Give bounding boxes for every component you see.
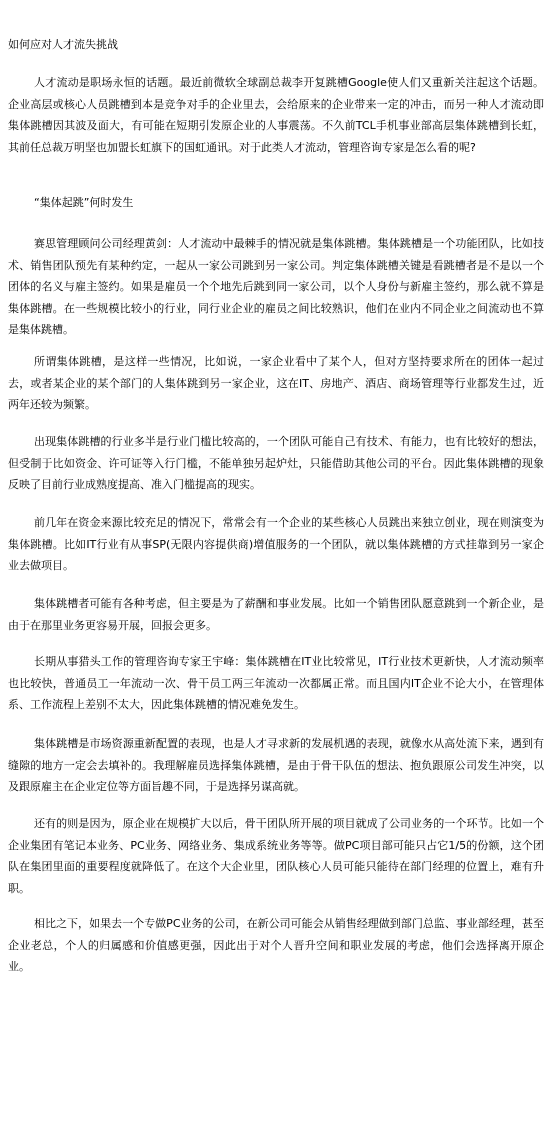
paragraph-industry-threshold: 出现集体跳槽的行业多半是行业门槛比较高的，一个团队可能自己有技术、有能力，也有比较好的想法，但受制于比如资金、许可证等入行门槛，不能单独另起炉灶，只能借助其他公司的平台。因此集体跳槽的现象反映了目前行业成熟度提高、准入门槛提高的现实。 — [8, 435, 544, 491]
paragraph-comparison: 相比之下，如果去一个专做PC业务的公司，在新公司可能会从销售经理做到部门总监、事业部经理，甚至企业老总，个人的归属感和价值感更强，因此出于对个人晋升空间和职业发展的考虑，他们会选择离开原企业。 — [8, 917, 544, 973]
paragraph-wang-yufeng: 长期从事猎头工作的管理咨询专家王宇峰：集体跳槽在IT业比较常见，IT行业技术更新快，人才流动频率也比较快，普通员工一年流动一次、骨干员工两三年流动一次都属正常。而且国内IT企业不论大小，在管理体系、工作流程上差别不太大，因此集体跳槽的情况难免发生。 — [8, 655, 544, 711]
paragraph-huang-jian: 赛思管理顾问公司经理黄剑：人才流动中最棘手的情况就是集体跳槽。集体跳槽是一个功能团队，比如技术、销售团队预先有某种约定，一起从一家公司跳到另一家公司。判定集体跳槽关键是看跳槽者是不是以一个团体的名义与雇主签约。如果是雇员一个个地先后跳到同一家公司，以个人身份与新雇主签约，那么就不算是集体跳槽。在一些规模比较小的行业，同行业企业的雇员之间比较熟识，他们在业内不同企业之间流动也不算是集体跳槽。 — [8, 237, 544, 336]
paragraph-scale-expansion: 还有的则是因为，原企业在规模扩大以后，骨干团队所开展的项目就成了公司业务的一个环节。比如一个企业集团有笔记本业务、PC业务、网络业务、集成系统业务等等。做PC项目部可能只占它1/5的份额，这个团队在集团里面的重要程度就降低了。在这个大企业里，团队核心人员可能只能待在部门经理的位置上，难有升职。 — [8, 817, 544, 895]
paragraph-intro: 人才流动是职场永恒的话题。最近前微软全球副总裁李开复跳槽Google使人们又重新关注起这个话题。企业高层或核心人员跳槽到本是竞争对手的企业里去，会给原来的企业带来一定的冲击，而另一种人才流动即集体跳槽因其波及面大，有可能在短期引发原企业的人事震荡。不久前TCL手机事业部高层集体跳槽到长虹，其前任总裁万明坚也加盟长虹旗下的国虹通讯。对于此类人才流动，管理咨询专家是怎么看的呢? — [8, 76, 544, 154]
section-heading: “集体起跳”何时发生 — [34, 196, 134, 209]
article-title: 如何应对人才流失挑战 — [8, 38, 118, 51]
paragraph-motivation: 集体跳槽者可能有各种考虑，但主要是为了薪酬和事业发展。比如一个销售团队愿意跳到一个新企业，是由于在那里业务更容易开展，回报会更多。 — [8, 597, 544, 632]
paragraph-market-resources: 集体跳槽是市场资源重新配置的表现，也是人才寻求新的发展机遇的表现，就像水从高处流下来，遇到有缝隙的地方一定会去填补的。我理解雇员选择集体跳槽，是由于骨干队伍的想法、抱负跟原公司发生冲突，以及跟原雇主在企业定位等方面旨趣不同，于是选择另谋高就。 — [8, 737, 544, 793]
paragraph-collective-definition: 所谓集体跳槽，是这样一些情况，比如说，一家企业看中了某个人，但对方坚持要求所在的团体一起过去，或者某企业的某个部门的人集体跳到另一家企业，这在IT、房地产、酒店、商场管理等行业都发生过，近两年还较为频繁。 — [8, 355, 544, 411]
paragraph-funding: 前几年在资金来源比较充足的情况下，常常会有一个企业的某些核心人员跳出来独立创业，现在则演变为集体跳槽。比如IT行业有从事SP(无限内容提供商)增值服务的一个团队，就以集体跳槽的方式挂靠到另一家企业去做项目。 — [8, 516, 544, 572]
